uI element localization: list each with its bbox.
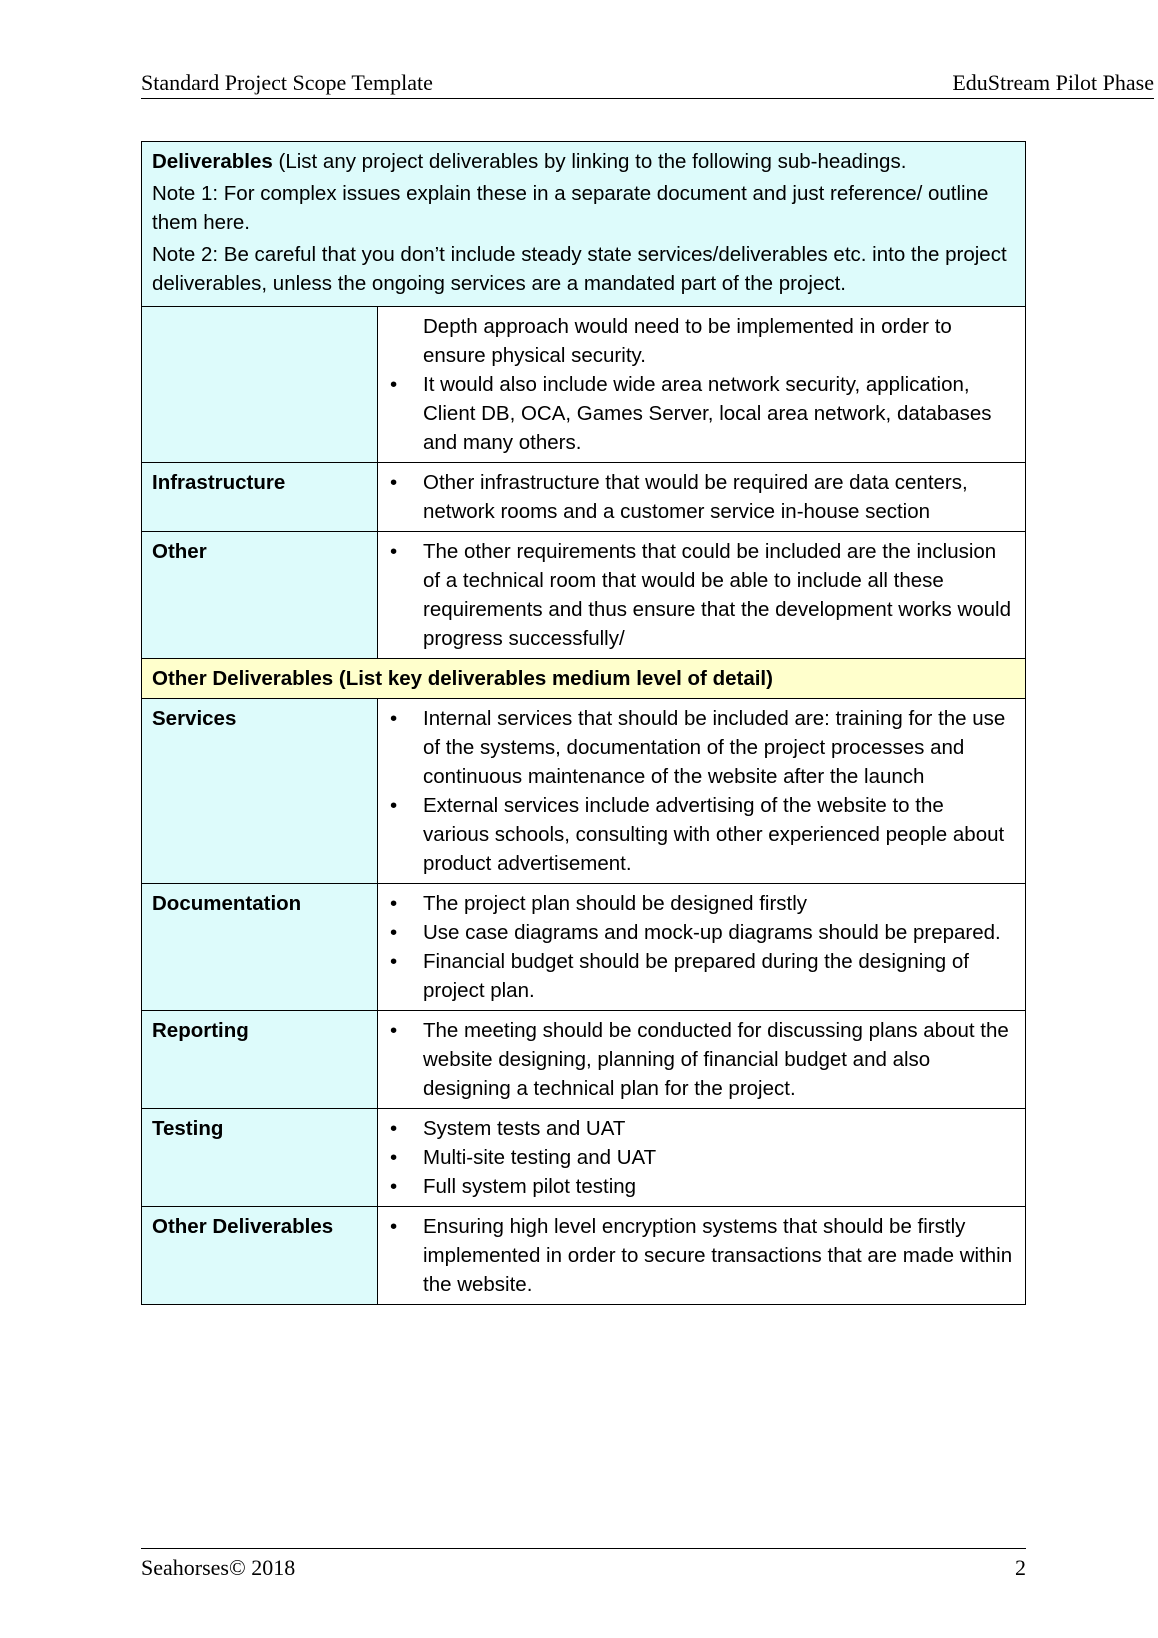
list-item	[388, 1114, 1015, 1143]
intro-note-1: Note 1: For complex issues explain these in a separate document and just reference/ outline them here.	[152, 182, 989, 234]
row-content	[378, 699, 1026, 884]
list-item	[388, 791, 1015, 878]
intro-lead	[152, 147, 1015, 176]
bullet-icon: •	[390, 471, 398, 494]
bullet-list	[388, 1114, 1015, 1201]
bullet-icon: •	[390, 1215, 398, 1238]
row-content	[378, 532, 1026, 659]
header-document-title: Standard Project Scope Template	[141, 70, 433, 95]
table-row	[142, 884, 1026, 1011]
bullet-icon: •	[390, 540, 398, 563]
intro-lead-text: (List any project deliverables by linking to the following sub-headings.	[272, 150, 907, 173]
row-label-reporting: Reporting	[142, 1011, 378, 1109]
list-item-text: Full system pilot testing	[423, 1175, 637, 1198]
list-item	[388, 1143, 1015, 1172]
section-heading-row	[142, 659, 1026, 699]
bullet-icon: •	[390, 373, 398, 396]
bullet-list	[388, 704, 1015, 878]
list-item-text: System tests and UAT	[423, 1117, 626, 1140]
row-label-services: Services	[142, 699, 378, 884]
section-heading: Other Deliverables (List key deliverables medium level of detail)	[142, 659, 1026, 699]
bullet-list	[388, 889, 1015, 1005]
row-content	[378, 307, 1026, 463]
intro-note-2: Note 2: Be careful that you don’t include steady state services/deliverables etc. into the project deliverables, unless the ongoing services are a mandated part of the project.	[152, 243, 1007, 295]
list-item-text: Financial budget should be prepared during the designing of project plan.	[423, 950, 969, 1002]
list-item	[388, 704, 1015, 791]
row-label-documentation: Documentation	[142, 884, 378, 1011]
list-item-text: It would also include wide area network security, application, Client DB, OCA, Games Server, local area network, databases and many others.	[423, 373, 992, 454]
bullet-list	[388, 1212, 1015, 1299]
page-footer	[141, 1548, 1026, 1583]
list-item-text: Other infrastructure that would be required are data centers, network rooms and a customer service in-house section	[423, 471, 968, 523]
bullet-list	[388, 1016, 1015, 1103]
list-item	[388, 537, 1015, 653]
bullet-icon: •	[390, 1117, 398, 1140]
footer-copyright: Seahorses© 2018	[141, 1555, 296, 1580]
bullet-icon: •	[390, 950, 398, 973]
bullet-icon: •	[390, 794, 398, 817]
table-row	[142, 699, 1026, 884]
list-item-text: The meeting should be conducted for discussing plans about the website designing, planning of financial budget and also designing a technical plan for the project.	[423, 1019, 1009, 1100]
row-content	[378, 1207, 1026, 1305]
bullet-list	[388, 468, 1015, 526]
row-label-testing: Testing	[142, 1109, 378, 1207]
list-item	[388, 1016, 1015, 1103]
list-item	[388, 918, 1015, 947]
list-item-text: Ensuring high level encryption systems that should be firstly implemented in order to secure transactions that are made within the website.	[423, 1215, 1013, 1296]
bullet-icon: •	[390, 921, 398, 944]
table-row	[142, 532, 1026, 659]
table-row	[142, 1011, 1026, 1109]
continued-text: Depth approach would need to be implemented in order to ensure physical security.	[423, 315, 952, 367]
row-content	[378, 463, 1026, 532]
bullet-list	[388, 370, 1015, 457]
list-item-text: The other requirements that could be included are the inclusion of a technical room that would be able to include all these requirements and thus ensure that the development works would progress successfully/	[423, 540, 1012, 650]
bullet-icon: •	[390, 892, 398, 915]
list-item	[388, 370, 1015, 457]
list-item	[388, 889, 1015, 918]
page-number: 2	[1015, 1555, 1026, 1580]
row-content	[378, 1011, 1026, 1109]
table-row	[142, 1207, 1026, 1305]
list-item-text: Multi-site testing and UAT	[423, 1146, 657, 1169]
row-label-infrastructure: Infrastructure	[142, 463, 378, 532]
intro-title: Deliverables	[152, 150, 273, 173]
table-row	[142, 463, 1026, 532]
list-item-text: External services include advertising of the website to the various schools, consulting with other experienced people about product advertisement.	[423, 794, 1005, 875]
bullet-icon: •	[390, 1175, 398, 1198]
bullet-icon: •	[390, 1146, 398, 1169]
bullet-list	[388, 537, 1015, 653]
bullet-icon: •	[390, 1019, 398, 1042]
row-label-other-deliverables: Other Deliverables	[142, 1207, 378, 1305]
list-item	[388, 1212, 1015, 1299]
row-label-other: Other	[142, 532, 378, 659]
list-item-text: Use case diagrams and mock-up diagrams should be prepared.	[423, 921, 1001, 944]
table-row	[142, 1109, 1026, 1207]
intro-row	[142, 142, 1026, 307]
row-content	[378, 884, 1026, 1011]
intro-cell	[142, 142, 1026, 307]
list-item-text: Internal services that should be included are: training for the use of the systems, documentation of the project processes and continuous maintenance of the website after the launch	[423, 707, 1006, 788]
list-item-text: The project plan should be designed firstly	[423, 892, 808, 915]
page-header	[141, 68, 1154, 99]
deliverables-table	[141, 141, 1026, 1305]
bullet-icon: •	[390, 707, 398, 730]
table-row	[142, 307, 1026, 463]
row-content	[378, 1109, 1026, 1207]
list-item	[388, 1172, 1015, 1201]
row-label-empty	[142, 307, 378, 463]
header-project-name: EduStream Pilot Phase	[952, 70, 1154, 95]
list-item	[388, 947, 1015, 1005]
list-item	[388, 468, 1015, 526]
